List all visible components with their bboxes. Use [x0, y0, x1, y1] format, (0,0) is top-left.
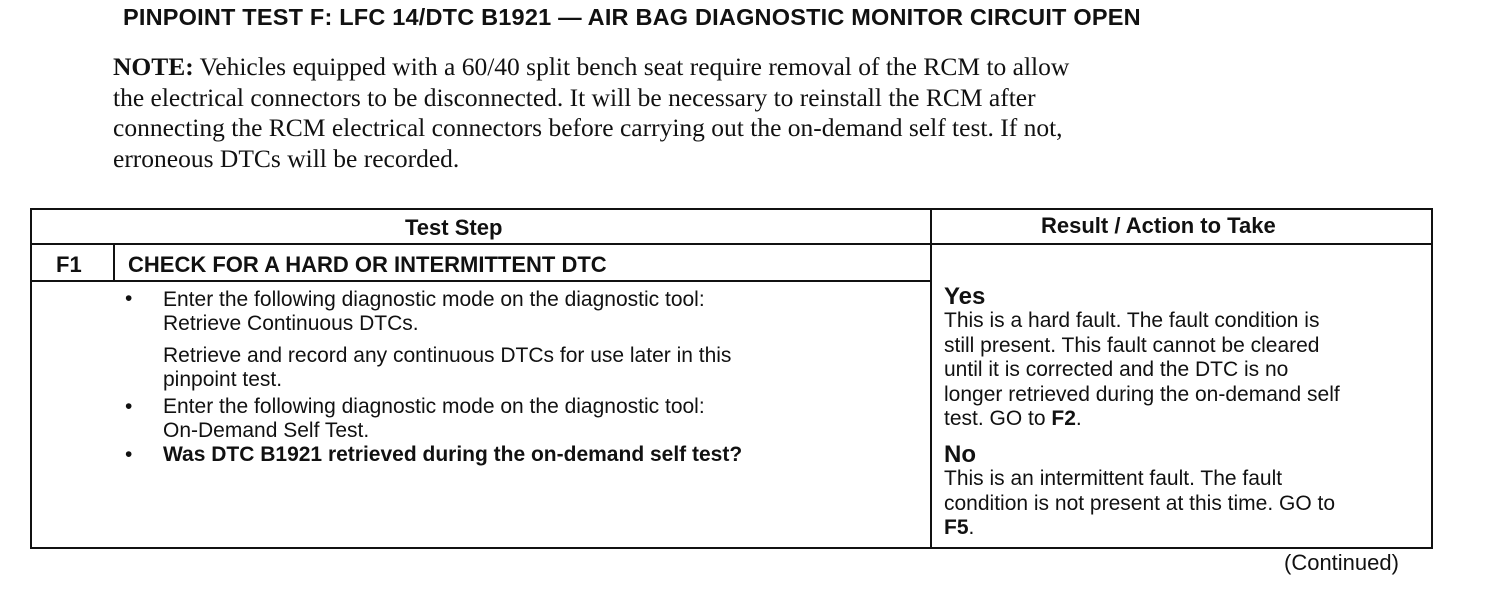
result-no-heading: No [944, 441, 976, 468]
step-item-2 [163, 344, 731, 392]
result-no-goto: F5 [944, 516, 969, 539]
result-yes-line-1: This is a hard fault. The fault condition is [944, 309, 1320, 332]
page-title: PINPOINT TEST F: LFC 14/DTC B1921 — AIR BAG DIAGNOSTIC MONITOR CIRCUIT OPEN [123, 4, 1141, 30]
bullet-1: • [125, 287, 133, 310]
note-text-1: Vehicles equipped with a 60/40 split bench seat require removal of the RCM to allow [193, 52, 1070, 81]
note-line-3: connecting the RCM electrical connectors before carrying out the on-demand self test. If not, [113, 113, 1063, 142]
result-yes-line-5 [944, 407, 1340, 432]
step-item-1-line-2: Retrieve Continuous DTCs. [163, 312, 419, 335]
step-title-rule [30, 280, 931, 282]
result-yes-period: . [1075, 407, 1082, 430]
bullet-3: • [125, 443, 133, 466]
note-paragraph [113, 52, 1343, 174]
result-yes-line-3: until it is corrected and the DTC is no [944, 358, 1289, 381]
step-item-3-line-2: On-Demand Self Test. [163, 419, 370, 442]
header-test-step: Test Step [405, 215, 503, 240]
step-id-divider [113, 244, 115, 281]
result-no-period: . [968, 516, 975, 539]
result-yes-text [944, 309, 1340, 432]
step-title: CHECK FOR A HARD OR INTERMITTENT DTC [128, 252, 607, 277]
continued-label: (Continued) [1284, 550, 1399, 575]
header-rule [30, 243, 1433, 245]
step-item-2-line-1: Retrieve and record any continuous DTCs for use later in this [163, 344, 732, 367]
column-divider [930, 208, 932, 549]
step-item-3-line-1: Enter the following diagnostic mode on the diagnostic tool: [163, 395, 705, 418]
result-yes-heading: Yes [944, 283, 986, 310]
note-label: NOTE: [113, 52, 194, 81]
step-id: F1 [56, 252, 82, 277]
result-yes-goto: F2 [1051, 407, 1076, 430]
bullet-2: • [125, 395, 133, 418]
result-yes-goto-prefix: test. GO to [944, 407, 1052, 430]
result-no-line-3 [944, 516, 1335, 541]
header-result: Result / Action to Take [1041, 213, 1276, 238]
step-item-3 [163, 395, 705, 443]
step-question: Was DTC B1921 retrieved during the on-demand self test? [163, 443, 743, 466]
result-no-line-2: condition is not present at this time. GO to [944, 491, 1336, 515]
step-item-1 [163, 288, 705, 336]
note-line-1 [113, 52, 1343, 83]
note-line-2: the electrical connectors to be disconnected. It will be necessary to reinstall the RCM after [113, 82, 1036, 112]
result-yes-line-2: still present. This fault cannot be cleared [944, 333, 1320, 357]
result-no-line-1: This is an intermittent fault. The fault [944, 467, 1283, 490]
step-item-1-line-1: Enter the following diagnostic mode on the diagnostic tool: [163, 288, 705, 311]
result-no-text [944, 467, 1335, 541]
step-item-2-line-2: pinpoint test. [163, 368, 283, 391]
result-yes-line-4: longer retrieved during the on-demand self [944, 382, 1340, 406]
note-line-4: erroneous DTCs will be recorded. [113, 143, 460, 173]
